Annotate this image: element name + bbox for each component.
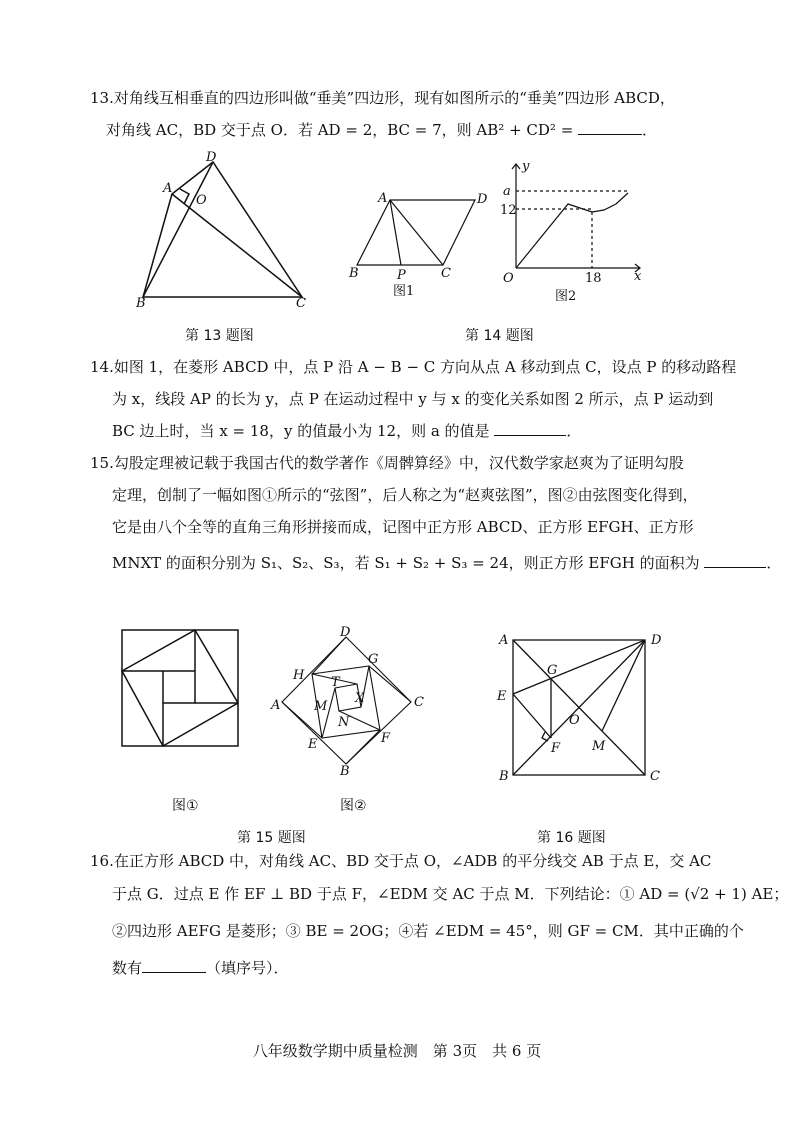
q14-fig2-label-y: y xyxy=(522,159,530,174)
q13-label-B: B xyxy=(136,296,146,311)
q14-text-line3 xyxy=(112,421,581,441)
q14-figure1 xyxy=(345,190,488,300)
q14-fig2-label-O: O xyxy=(503,271,514,286)
q16-label-D: D xyxy=(651,633,662,648)
q13-text-line2-main: 对角线 AC，BD 交于点 O．若 AD = 2，BC = 7，则 AB² + CD² = xyxy=(106,121,574,139)
q13-figure xyxy=(130,152,320,312)
q16-text-line1: 16.在正方形 ABCD 中，对角线 AC、BD 交于点 O，∠ADB 的平分线交 AB 于点 E，交 AC xyxy=(90,852,712,870)
q15-fig2-label-G: G xyxy=(368,652,379,667)
q15-fig2-caption: 图② xyxy=(340,798,367,814)
q15-fig2-label-B: B xyxy=(340,764,350,779)
q16-label-C: C xyxy=(650,769,660,784)
q16-label-A: A xyxy=(499,633,509,648)
q16-text-line2: 于点 G．过点 E 作 EF ⊥ BD 于点 F，∠EDM 交 AC 于点 M．下列结论：① AD = (√2 + 1) AE； xyxy=(112,885,789,903)
q15-text-line2: 定理，创制了一幅如图①所示的“弦图”，后人称之为“赵爽弦图”，图②由弦图变化得到， xyxy=(112,486,698,504)
q14-fig1-caption: 图1 xyxy=(393,284,415,299)
q15-fig2-label-A: A xyxy=(271,698,281,713)
q15-fig2-label-X: X xyxy=(355,691,365,706)
q14-fig2-label-18: 18 xyxy=(585,271,602,286)
q14-text-line3-main: BC 边上时，当 x = 18，y 的值最小为 12，则 a 的值是 xyxy=(112,422,490,440)
q14-fig1-label-D: D xyxy=(477,192,488,207)
q16-text-line4 xyxy=(112,958,289,978)
q14-text-line2: 为 x，线段 AP 的长为 y，点 P 在运动过程中 y 与 x 的变化关系如图 2 所示，点 P 运动到 xyxy=(112,390,714,408)
q15-fig2-label-F: F xyxy=(381,731,391,746)
q14-fig1-label-C: C xyxy=(441,266,451,281)
q15-fig1-caption: 图① xyxy=(172,798,199,814)
q14-fig2-caption: 图2 xyxy=(555,289,577,304)
q13-answer-blank[interactable] xyxy=(578,120,642,135)
q14-line3-end: ． xyxy=(566,422,582,440)
q16-caption: 第 16 题图 xyxy=(537,830,606,846)
q15-text-line3: 它是由八个全等的直角三角形拼接而成，记图中正方形 ABCD、正方形 EFGH、正方形 xyxy=(112,518,694,536)
q15-fig2-label-C: C xyxy=(414,695,424,710)
q15-fig2-label-N: N xyxy=(338,715,350,730)
q15-answer-blank[interactable] xyxy=(704,553,766,568)
q16-answer-blank[interactable] xyxy=(142,958,206,973)
q15-line4-end: ． xyxy=(766,554,782,572)
q16-text-line3: ②四边形 AEFG 是菱形；③ BE = 2OG；④若 ∠EDM = 45°，则 GF = CM．其中正确的个 xyxy=(112,922,744,940)
q15-caption: 第 15 题图 xyxy=(237,830,306,846)
q15-figure1 xyxy=(120,628,245,753)
q14-figure2 xyxy=(500,160,645,305)
q14-fig2-label-x: x xyxy=(634,269,642,284)
q15-text-line4 xyxy=(112,553,781,573)
q13-text-line1: 13.对角线互相垂直的四边形叫做“垂美”四边形，现有如图所示的“垂美”四边形 ABCD， xyxy=(90,89,675,107)
q15-text-line4-main: MNXT 的面积分别为 S₁、S₂、S₃，若 S₁ + S₂ + S₃ = 24，则正方形 EFGH 的面积为 xyxy=(112,554,700,572)
q16-text-line4-pre: 数有 xyxy=(112,959,143,977)
q14-fig1-label-A: A xyxy=(378,191,388,206)
q16-label-F: F xyxy=(551,741,561,756)
q13-label-C: C xyxy=(296,296,306,311)
q15-fig2-label-T: T xyxy=(331,675,340,690)
q14-fig2-label-12: 12 xyxy=(500,203,517,218)
q16-label-B: B xyxy=(499,769,509,784)
q13-caption: 第 13 题图 xyxy=(185,328,254,344)
q14-caption: 第 14 题图 xyxy=(465,328,534,344)
q15-fig2-label-E: E xyxy=(308,737,318,752)
q16-label-M: M xyxy=(592,739,606,754)
q13-label-O: O xyxy=(196,193,207,208)
q16-label-E: E xyxy=(497,689,507,704)
q15-figure2 xyxy=(268,625,428,779)
q16-label-O: O xyxy=(569,713,580,728)
q14-fig1-label-P: P xyxy=(397,268,406,283)
q16-text-line4-post: （填序号）． xyxy=(206,959,289,977)
q15-text-line1: 15.勾股定理被记载于我国古代的数学著作《周髀算经》中，汉代数学家赵爽为了证明勾股 xyxy=(90,454,684,472)
q14-text-line1: 14.如图 1，在菱形 ABCD 中，点 P 沿 A − B − C 方向从点 A 移动到点 C，设点 P 的移动路程 xyxy=(90,358,737,376)
q16-figure xyxy=(495,628,670,788)
q15-fig2-label-M: M xyxy=(314,699,328,714)
q16-label-G: G xyxy=(547,663,558,678)
q14-answer-blank[interactable] xyxy=(494,421,566,436)
q13-line2-end: ． xyxy=(642,121,658,139)
page-footer: 八年级数学期中质量检测 第 3页 共 6 页 xyxy=(252,1042,542,1060)
q13-label-D: D xyxy=(206,150,217,165)
q14-fig1-label-B: B xyxy=(349,266,359,281)
q14-fig2-label-a: a xyxy=(503,184,511,199)
q15-fig2-label-D: D xyxy=(340,625,351,640)
q13-label-A: A xyxy=(163,181,173,196)
q13-text-line2 xyxy=(106,120,657,140)
q15-fig2-label-H: H xyxy=(293,668,305,683)
